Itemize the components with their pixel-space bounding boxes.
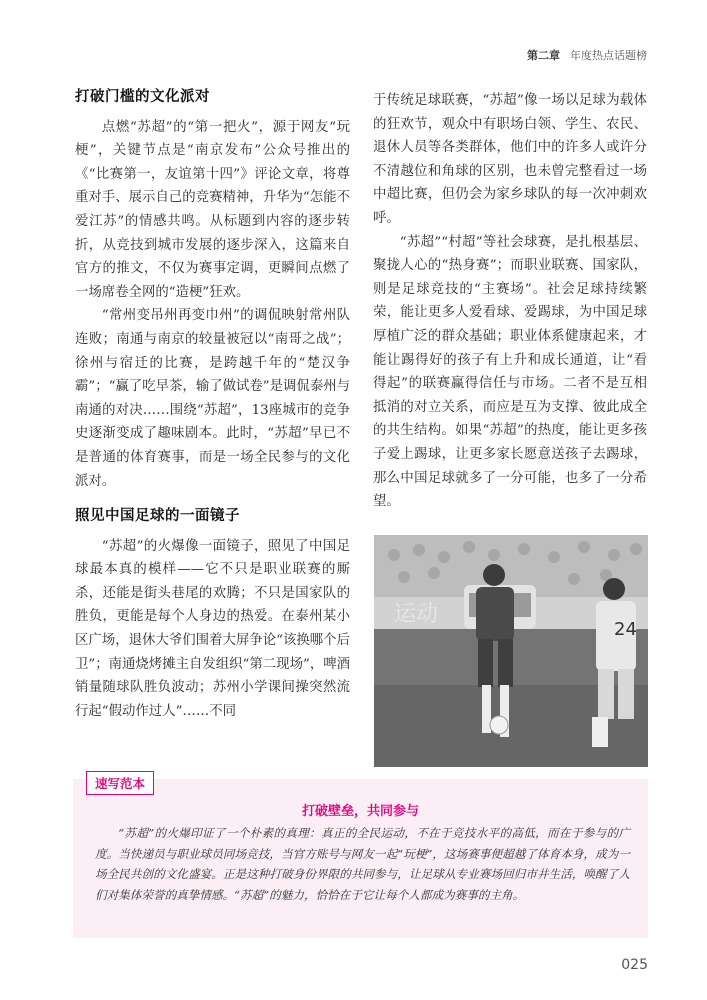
section-heading-2: 照见中国足球的一面镜子 bbox=[75, 508, 240, 525]
paragraph: “苏超”的火爆像一面镜子，照见了中国足球最本真的模样——它不只是职业联赛的厮杀，还能是街头巷尾的欢腾；不只是国家队的胜负，更能是每个人身边的热爱。在泰州某小区广场，退休大爷们围着大屏争论“该换哪个后卫”；南通烧烤摊主自发组织“第二现场”，啤酒销量随球队胜负波动；苏州小学课间操突然流行起“假动作过人”……不同 bbox=[75, 538, 350, 719]
chapter-label: 第二章 bbox=[527, 49, 560, 62]
football-match-photo bbox=[374, 535, 648, 767]
paragraph: 点燃“苏超”的“第一把火”，源于网友“玩梗”，关键节点是“南京发布”公众号推出的《“比赛第一，友谊第十四”》评论文章，将尊重对手、展示自己的竞赛精神，升华为“怎能不爱江苏”的情感共鸣。从标题到内容的逐步转折，从竞技到城市发展的逐步深入，这篇来自官方的推文，不仅为赛事定调，更瞬间点燃了一场席卷全网的“造梗”狂欢。 bbox=[75, 119, 350, 300]
photo-illustration bbox=[374, 535, 648, 767]
section-heading-1: 打破门槛的文化派对 bbox=[75, 89, 210, 105]
left-column bbox=[75, 86, 350, 723]
banner-text: 运动 bbox=[394, 602, 439, 627]
jersey-number: 24 bbox=[614, 619, 637, 640]
paragraph-continued: 于传统足球联赛，“苏超”像一场以足球为载体的狂欢节，观众中有职场白领、学生、农民、退休人员等各类群体，他们中的许多人或许分不清越位和角球的区别，也未曾完整看过一场中超比赛，但仍会为家乡球队的每一次冲刺欢呼。 bbox=[373, 93, 647, 226]
right-column bbox=[373, 89, 647, 514]
box-tag: 速写范本 bbox=[86, 771, 154, 795]
paragraph: “苏超”“村超”等社会球赛，是扎根基层、聚拢人心的“热身赛”；而职业联赛、国家队，则是足球竞技的“主赛场”。社会足球持续繁荣，能让更多人爱看球、爱踢球，为中国足球厚植广泛的群众基础；职业体系健康起来，才能让踢得好的孩子有上升和成长通道，让“看得起”的联赛赢得信任与市场。二者不是互相抵消的对立关系，而应是互为支撑、彼此成全的共生结构。如果“苏超”的热度，能让更多孩子爱上踢球，让更多家长愿意送孩子去踢球，那么中国足球就多了一分可能，也多了一分希望。 bbox=[373, 234, 647, 510]
chapter-title: 年度热点话题榜 bbox=[570, 49, 647, 62]
running-header bbox=[527, 47, 647, 63]
paragraph: “常州变吊州再变巾州”的调侃映射常州队连败；南通与南京的较量被冠以“南哥之战”；徐州与宿迁的比赛，是跨越千年的“楚汉争霸”；“赢了吃早茶，输了做试卷”是调侃泰州与南通的对决……围绕“苏超”，13座城市的竞争史逐渐变成了趣味剧本。此时，“苏超”早已不是普通的体育赛事，而是一场全民参与的文化派对。 bbox=[75, 308, 350, 489]
sample-writing-box bbox=[73, 776, 648, 938]
box-title: 打破壁垒，共同参与 bbox=[301, 804, 419, 819]
page-number: 025 bbox=[621, 957, 648, 973]
box-body: “苏超”的火爆印证了一个朴素的真理：真正的全民运动，不在于竞技水平的高低，而在于参与的广度。当快递员与职业球员同场竞技，当官方账号与网友一起“玩梗”，这场赛事便超越了体育本身，成为一场全民共创的文化盛宴。正是这种打破身份界限的共同参与，让足球从专业赛场回归市井生活，唤醒了人们对集体荣誉的真挚情感。“苏超”的魅力，恰恰在于它让每个人都成为赛事的主角。 bbox=[95, 826, 630, 902]
